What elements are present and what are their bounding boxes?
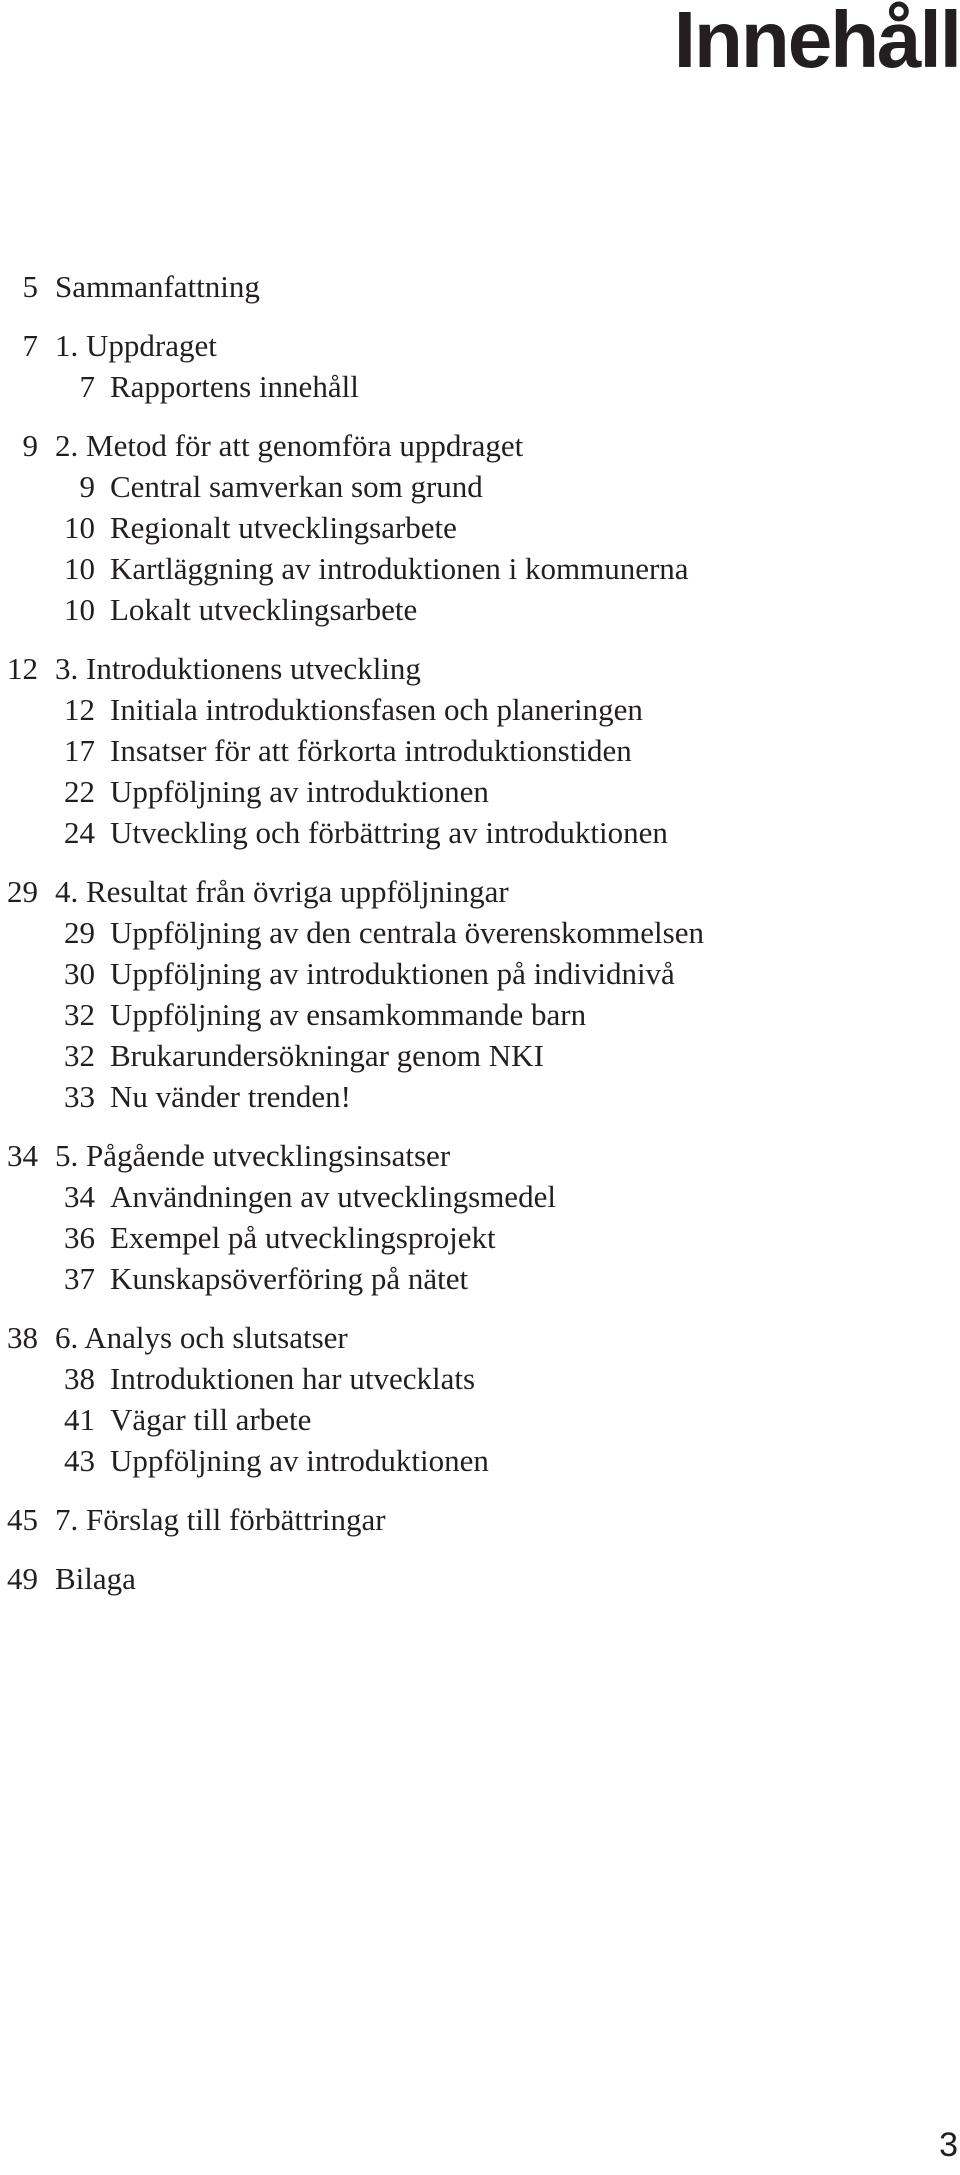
toc-page-number: 29 [64,915,95,950]
toc-page-number: 32 [64,1038,95,1073]
page-title: Innehåll [673,0,960,84]
toc-page-number: 9 [22,428,38,463]
toc-subheading: Brukarundersökningar genom NKI [110,1038,544,1073]
toc-subheading: Vägar till arbete [110,1402,312,1437]
toc-page-number: 38 [64,1361,95,1396]
toc-subentry[interactable] [0,1258,960,1299]
toc-page-number: 45 [7,1502,38,1537]
toc-page-number: 29 [7,874,38,909]
toc-subheading: Insatser för att förkorta introduktionstiden [110,733,632,768]
toc-page-number: 24 [64,815,95,850]
toc-subheading: Uppföljning av introduktionen på individnivå [110,956,675,991]
toc-subheading: Uppföljning av introduktionen [110,1443,489,1478]
page-number: 3 [939,2126,958,2164]
toc-page-number: 37 [64,1261,95,1296]
toc-subentry[interactable] [0,1076,960,1117]
toc-section [0,1317,960,1481]
toc-subentry[interactable] [0,507,960,548]
toc-page-number: 38 [7,1320,38,1355]
toc-entry[interactable] [0,1135,960,1176]
toc-subentry[interactable] [0,730,960,771]
toc-subheading: Lokalt utvecklingsarbete [110,592,418,627]
toc-entry[interactable] [0,425,960,466]
toc-subheading: Nu vänder trenden! [110,1079,352,1114]
toc-subentry[interactable] [0,1217,960,1258]
toc-page-number: 33 [64,1079,95,1114]
toc-subheading: Kartläggning av introduktionen i kommunerna [110,551,689,586]
toc-page-number: 36 [64,1220,95,1255]
toc-heading: 4. Resultat från övriga uppföljningar [55,874,509,909]
toc-page-number: 12 [7,651,38,686]
toc-entry[interactable] [0,648,960,689]
toc-subheading: Uppföljning av den centrala överenskommelsen [110,915,704,950]
toc-page-number: 10 [64,510,95,545]
toc-heading: 7. Förslag till förbättringar [55,1502,386,1537]
toc-section [0,1499,960,1540]
toc-subentry[interactable] [0,366,960,407]
toc-subheading: Introduktionen har utvecklats [110,1361,476,1396]
toc-subentry[interactable] [0,466,960,507]
toc-subheading: Exempel på utvecklingsprojekt [110,1220,496,1255]
toc-entry[interactable] [0,1499,960,1540]
toc-entry[interactable] [0,266,960,307]
toc-page-number: 22 [64,774,95,809]
toc-heading: 5. Pågående utvecklingsinsatser [55,1138,451,1173]
toc-page-number: 49 [7,1561,38,1596]
toc-section [0,648,960,853]
toc-page-number: 34 [7,1138,38,1173]
toc-page-number: 7 [79,369,95,404]
toc-page-number: 43 [64,1443,95,1478]
toc-section [0,425,960,630]
toc-subheading: Rapportens innehåll [110,369,359,404]
toc-page-number: 9 [79,469,95,504]
toc-subentry[interactable] [0,812,960,853]
toc-page-number: 17 [64,733,95,768]
table-of-contents [0,266,960,1617]
toc-section [0,1135,960,1299]
toc-subentry[interactable] [0,994,960,1035]
toc-subentry[interactable] [0,1035,960,1076]
toc-subentry[interactable] [0,1440,960,1481]
toc-subheading: Initiala introduktionsfasen och planeringen [110,692,643,727]
toc-entry[interactable] [0,1317,960,1358]
toc-page-number: 5 [22,269,38,304]
toc-subheading: Uppföljning av introduktionen [110,774,489,809]
toc-section [0,1558,960,1599]
toc-subheading: Uppföljning av ensamkommande barn [110,997,587,1032]
toc-subentry[interactable] [0,1399,960,1440]
toc-subheading: Kunskapsöverföring på nätet [110,1261,469,1296]
toc-section [0,266,960,307]
toc-subentry[interactable] [0,1176,960,1217]
toc-section [0,871,960,1117]
toc-section [0,325,960,407]
toc-page-number: 7 [22,328,38,363]
toc-entry[interactable] [0,325,960,366]
toc-subentry[interactable] [0,689,960,730]
toc-subentry[interactable] [0,771,960,812]
toc-page-number: 10 [64,551,95,586]
toc-heading: 3. Introduktionens utveckling [55,651,421,686]
toc-subentry[interactable] [0,589,960,630]
toc-heading: 1. Uppdraget [55,328,217,363]
toc-subheading: Utveckling och förbättring av introduktionen [110,815,668,850]
toc-subentry[interactable] [0,548,960,589]
toc-page-number: 10 [64,592,95,627]
toc-heading: Sammanfattning [55,269,260,304]
toc-heading: 2. Metod för att genomföra uppdraget [55,428,524,463]
toc-subentry[interactable] [0,953,960,994]
toc-page-number: 34 [64,1179,95,1214]
toc-subheading: Användningen av utvecklingsmedel [110,1179,556,1214]
toc-heading: 6. Analys och slutsatser [55,1320,348,1355]
toc-subheading: Central samverkan som grund [110,469,483,504]
toc-page-number: 30 [64,956,95,991]
toc-heading: Bilaga [55,1561,136,1596]
toc-entry[interactable] [0,871,960,912]
toc-entry[interactable] [0,1558,960,1599]
toc-subentry[interactable] [0,912,960,953]
toc-page-number: 41 [64,1402,95,1437]
toc-page-number: 32 [64,997,95,1032]
toc-page-number: 12 [64,692,95,727]
toc-subentry[interactable] [0,1358,960,1399]
toc-subheading: Regionalt utvecklingsarbete [110,510,457,545]
